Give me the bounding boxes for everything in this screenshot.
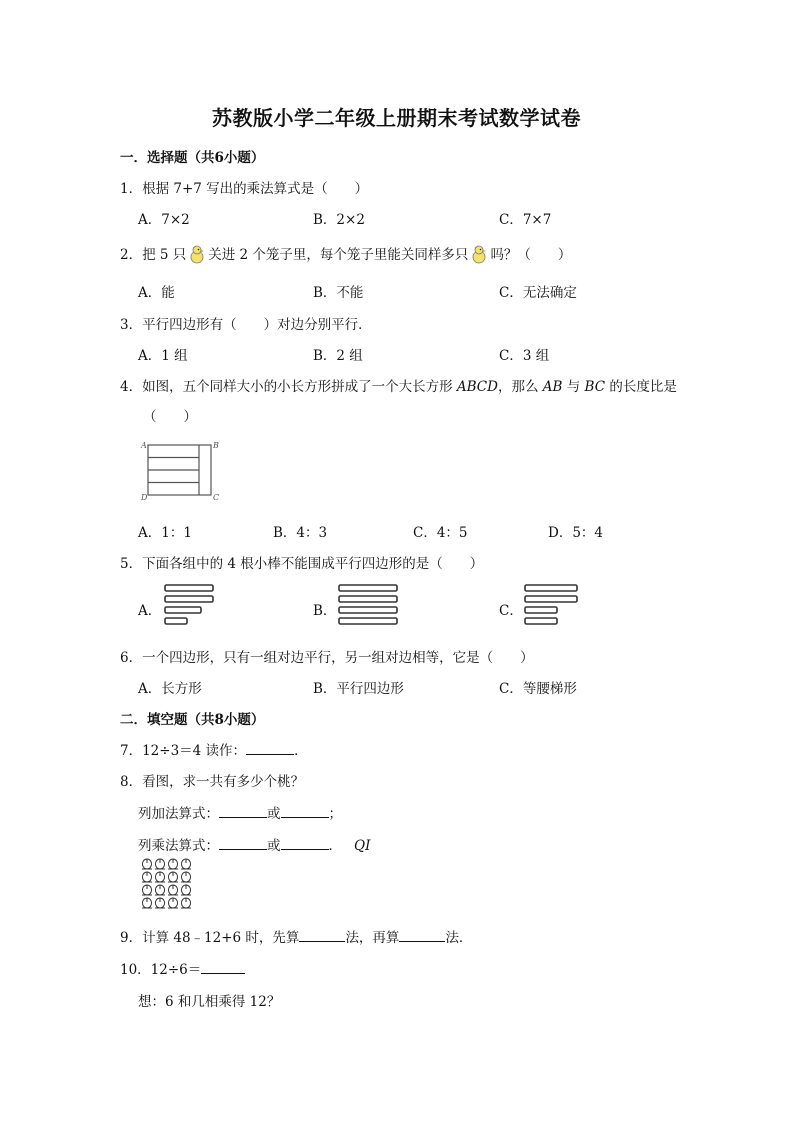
peach-icon: [181, 885, 191, 895]
q3-option-b[interactable]: B．2 组: [313, 348, 363, 364]
question-2: 2．把 5 只 关进 2 个笼子里，每个笼子里能关同样多只 吗？（ ）: [120, 243, 571, 268]
q8-addition-blank-2[interactable]: [281, 803, 329, 818]
peach-grid-figure: [140, 856, 196, 912]
q8-addition-line: 列加法算式： 或 ；: [138, 802, 342, 822]
section-choice-heading: 一．选择题（共6小题）: [120, 150, 265, 166]
vertex-c-label: C: [213, 493, 220, 502]
peach-icon: [142, 859, 152, 869]
peach-icon: [181, 898, 191, 908]
question-10: 10．12÷6＝: [120, 958, 245, 978]
q1-option-c[interactable]: C．7×7: [499, 212, 552, 228]
q5-option-a[interactable]: A．: [138, 603, 162, 619]
peach-icon: [168, 885, 178, 895]
sticks-group-a: [163, 583, 217, 629]
peach-icon: [181, 859, 191, 869]
rectangle-abcd-figure: [138, 438, 228, 504]
q9-answer-blank-1[interactable]: [299, 927, 345, 942]
vertex-d-label: D: [141, 493, 148, 502]
chick-icon: [188, 244, 206, 268]
q4-option-c[interactable]: C．4：5: [413, 525, 468, 541]
peach-icon: [155, 872, 165, 882]
q10-hint: 想：6 和几相乘得 12？: [138, 994, 281, 1010]
stray-mark: QI: [354, 838, 371, 854]
question-5: 5．下面各组中的 4 根小棒不能围成平行四边形的是（ ）: [120, 556, 484, 572]
question-4: 4．如图，五个同样大小的小长方形拼成了一个大长方形 ABCD，那么 AB 与 BC 的长度比是: [120, 379, 677, 395]
peach-icon: [142, 885, 152, 895]
q8-addition-blank-1[interactable]: [219, 803, 267, 818]
q3-option-c[interactable]: C．3 组: [499, 348, 550, 364]
q4-option-a[interactable]: A．1：1: [138, 525, 192, 541]
peach-icon: [168, 872, 178, 882]
question-8: 8．看图，求一共有多少个桃？: [120, 774, 305, 790]
q6-option-a[interactable]: A．长方形: [138, 681, 202, 697]
q6-option-c[interactable]: C．等腰梯形: [499, 681, 577, 697]
page-title: 苏教版小学二年级上册期末考试数学试卷: [212, 106, 581, 130]
question-3: 3．平行四边形有（ ）对边分别平行．: [120, 317, 372, 333]
vertex-b-label: B: [213, 441, 219, 450]
q2-option-c[interactable]: C．无法确定: [499, 285, 577, 301]
chick-icon: [470, 244, 488, 268]
q6-option-b[interactable]: B．平行四边形: [313, 681, 404, 697]
peach-icon: [155, 885, 165, 895]
sticks-group-b: [337, 583, 401, 629]
peach-icon: [142, 872, 152, 882]
q8-multiplication-blank-2[interactable]: [281, 835, 329, 850]
q10-answer-blank[interactable]: [201, 959, 245, 974]
q5-option-c[interactable]: C．: [499, 603, 523, 619]
q9-answer-blank-2[interactable]: [399, 927, 445, 942]
peach-icon: [168, 859, 178, 869]
q1-option-b[interactable]: B．2×2: [313, 212, 365, 228]
q4-option-b[interactable]: B．4：3: [273, 525, 328, 541]
q4-option-d[interactable]: D．5：4: [548, 525, 604, 541]
q8-multiplication-line: 列乘法算式： 或 ． QI: [138, 834, 370, 854]
question-7: 7．12÷3＝4 读作： ．: [120, 739, 308, 759]
q5-option-b[interactable]: B．: [313, 603, 337, 619]
question-9: 9．计算 48﹣12+6 时，先算 法，再算 法．: [120, 926, 472, 946]
section-fill-heading: 二．填空题（共8小题）: [120, 712, 265, 728]
q1-option-a[interactable]: A．7×2: [138, 212, 190, 228]
peach-icon: [181, 872, 191, 882]
peach-icon: [168, 898, 178, 908]
question-6: 6．一个四边形，只有一组对边平行，另一组对边相等，它是（ ）: [120, 650, 534, 666]
peach-icon: [142, 898, 152, 908]
vertex-a-label: A: [141, 441, 147, 450]
q2-option-a[interactable]: A．能: [138, 285, 175, 301]
peach-icon: [155, 898, 165, 908]
question-1: 1．根据 7+7 写出的乘法算式是（ ）: [120, 181, 369, 197]
q7-answer-blank[interactable]: [246, 740, 294, 755]
question-4-paren: （ ）: [143, 409, 197, 425]
peach-icon: [155, 859, 165, 869]
q3-option-a[interactable]: A．1 组: [138, 348, 188, 364]
q2-option-b[interactable]: B．不能: [313, 285, 364, 301]
q8-multiplication-blank-1[interactable]: [219, 835, 267, 850]
sticks-group-c: [523, 583, 583, 629]
